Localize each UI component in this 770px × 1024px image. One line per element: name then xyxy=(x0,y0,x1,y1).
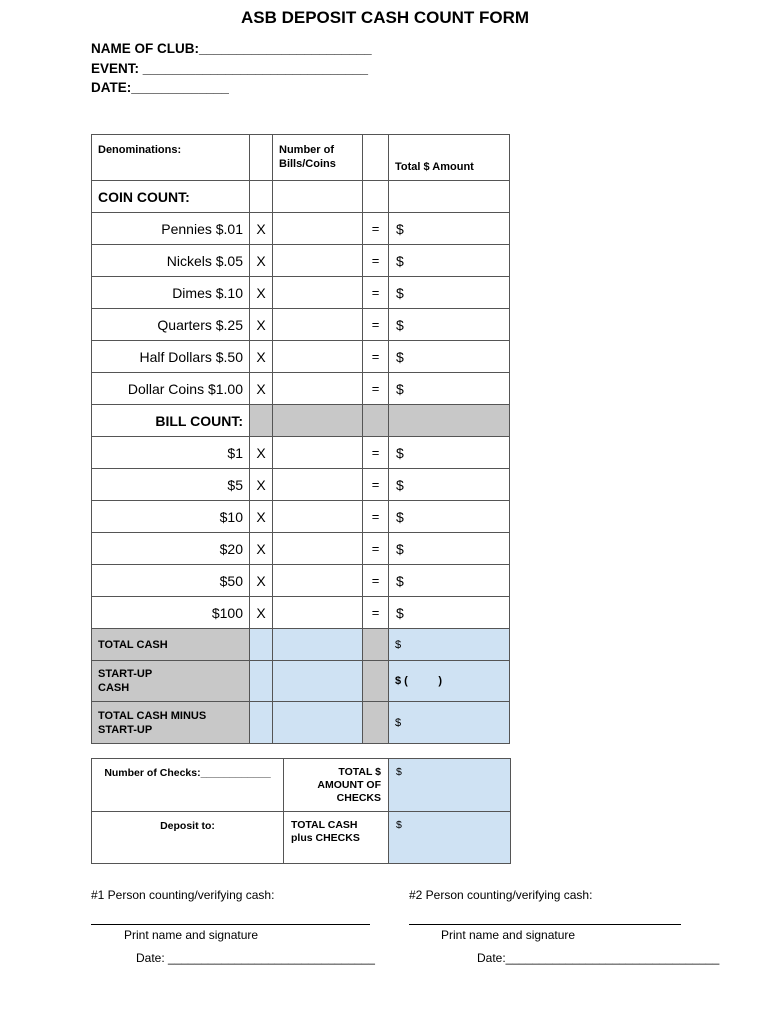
coin-count-cell[interactable] xyxy=(273,245,363,277)
bill-row xyxy=(92,565,510,597)
total-amount-checks-label: TOTAL $ AMOUNT OF CHECKS xyxy=(284,759,389,812)
coin-denomination-label: Nickels $.05 xyxy=(92,245,250,277)
total-minus-startup-count-cell[interactable] xyxy=(273,702,363,744)
bill-denomination-label: $50 xyxy=(92,565,250,597)
coin-count-cell[interactable] xyxy=(273,341,363,373)
multiply-sign: X xyxy=(250,469,273,501)
bill-denomination-label: $100 xyxy=(92,597,250,629)
number-of-checks-field[interactable]: Number of Checks:____________ xyxy=(92,759,284,812)
bill-row xyxy=(92,501,510,533)
person2-label: #2 Person counting/verifying cash: xyxy=(409,888,593,902)
bill-denomination-label: $5 xyxy=(92,469,250,501)
total-minus-startup-label: TOTAL CASH MINUS START-UP xyxy=(92,702,250,744)
coin-row xyxy=(92,245,510,277)
equals-sign: = xyxy=(363,213,389,245)
bill-count-heading: BILL COUNT: xyxy=(92,405,250,437)
equals-sign: = xyxy=(363,309,389,341)
bill-count-cell[interactable] xyxy=(273,533,363,565)
header-denominations: Denominations: xyxy=(92,135,250,181)
equals-sign: = xyxy=(363,245,389,277)
coin-amount-cell[interactable]: $ xyxy=(389,213,510,245)
coin-row xyxy=(92,277,510,309)
person1-print-name-label: Print name and signature xyxy=(124,928,259,942)
coin-denomination-label: Quarters $.25 xyxy=(92,309,250,341)
event-field[interactable]: EVENT: ______________________________ xyxy=(91,61,369,76)
coin-row xyxy=(92,213,510,245)
bill-amount-cell[interactable]: $ xyxy=(389,565,510,597)
multiply-sign: X xyxy=(250,597,273,629)
person1-date-field[interactable]: Date: _______________________________ xyxy=(136,951,375,965)
coin-denomination-label: Dimes $.10 xyxy=(92,277,250,309)
bill-denomination-label: $20 xyxy=(92,533,250,565)
club-name-field[interactable]: NAME OF CLUB:_______________________ xyxy=(91,41,372,56)
coin-denomination-label: Dollar Coins $1.00 xyxy=(92,373,250,405)
total-cash-plus-checks-value[interactable]: $ xyxy=(389,812,511,864)
person1-label: #1 Person counting/verifying cash: xyxy=(91,888,275,902)
bill-count-cell[interactable] xyxy=(273,565,363,597)
coin-amount-cell[interactable]: $ xyxy=(389,245,510,277)
form-title: ASB DEPOSIT CASH COUNT FORM xyxy=(240,8,530,27)
person2-date-field[interactable]: Date:________________________________ xyxy=(477,951,720,965)
equals-sign: = xyxy=(363,469,389,501)
coin-amount-cell[interactable]: $ xyxy=(389,277,510,309)
startup-cash-label: START-UP CASH xyxy=(92,661,250,702)
equals-sign: = xyxy=(363,437,389,469)
header-number-of-bills-coins: Number of Bills/Coins xyxy=(273,135,363,181)
total-amount-checks-value[interactable]: $ xyxy=(389,759,511,812)
bill-denomination-label: $1 xyxy=(92,437,250,469)
bill-row xyxy=(92,597,510,629)
multiply-sign: X xyxy=(250,437,273,469)
bill-count-cell[interactable] xyxy=(273,597,363,629)
bill-amount-cell[interactable]: $ xyxy=(389,533,510,565)
equals-sign: = xyxy=(363,373,389,405)
multiply-sign: X xyxy=(250,245,273,277)
header-total-amount: Total $ Amount xyxy=(389,135,510,181)
checks-table xyxy=(91,758,511,864)
cash-count-table xyxy=(91,134,510,744)
total-minus-startup-amount[interactable]: $ xyxy=(389,702,510,744)
person1-signature-line[interactable] xyxy=(91,924,370,925)
coin-denomination-label: Pennies $.01 xyxy=(92,213,250,245)
total-cash-label: TOTAL CASH xyxy=(92,629,250,661)
bill-count-cell[interactable] xyxy=(273,469,363,501)
total-cash-plus-checks-label: TOTAL CASH plus CHECKS xyxy=(284,812,389,864)
bill-count-cell[interactable] xyxy=(273,437,363,469)
coin-row xyxy=(92,309,510,341)
bill-amount-cell[interactable]: $ xyxy=(389,501,510,533)
coin-amount-cell[interactable]: $ xyxy=(389,373,510,405)
coin-count-cell[interactable] xyxy=(273,309,363,341)
multiply-sign: X xyxy=(250,309,273,341)
coin-row xyxy=(92,341,510,373)
equals-sign: = xyxy=(363,277,389,309)
date-field[interactable]: DATE:_____________ xyxy=(91,80,229,95)
total-cash-amount[interactable]: $ xyxy=(389,629,510,661)
startup-cash-amount[interactable]: $ ( ) xyxy=(389,661,510,702)
bill-row xyxy=(92,533,510,565)
coin-count-cell[interactable] xyxy=(273,213,363,245)
equals-sign: = xyxy=(363,597,389,629)
deposit-to-field[interactable]: Deposit to: xyxy=(92,812,284,864)
bill-row xyxy=(92,437,510,469)
multiply-sign: X xyxy=(250,565,273,597)
person2-print-name-label: Print name and signature xyxy=(441,928,576,942)
bill-amount-cell[interactable]: $ xyxy=(389,469,510,501)
equals-sign: = xyxy=(363,501,389,533)
bill-denomination-label: $10 xyxy=(92,501,250,533)
equals-sign: = xyxy=(363,533,389,565)
multiply-sign: X xyxy=(250,533,273,565)
multiply-sign: X xyxy=(250,277,273,309)
bill-amount-cell[interactable]: $ xyxy=(389,597,510,629)
multiply-sign: X xyxy=(250,373,273,405)
coin-denomination-label: Half Dollars $.50 xyxy=(92,341,250,373)
bill-count-cell[interactable] xyxy=(273,501,363,533)
total-cash-count-cell[interactable] xyxy=(273,629,363,661)
bill-amount-cell[interactable]: $ xyxy=(389,437,510,469)
equals-sign: = xyxy=(363,565,389,597)
coin-row xyxy=(92,373,510,405)
multiply-sign: X xyxy=(250,501,273,533)
coin-count-heading: COIN COUNT: xyxy=(92,181,250,213)
equals-sign: = xyxy=(363,341,389,373)
coin-count-cell[interactable] xyxy=(273,373,363,405)
multiply-sign: X xyxy=(250,341,273,373)
bill-row xyxy=(92,469,510,501)
startup-cash-count-cell[interactable] xyxy=(273,661,363,702)
coin-count-cell[interactable] xyxy=(273,277,363,309)
multiply-sign: X xyxy=(250,213,273,245)
coin-amount-cell[interactable]: $ xyxy=(389,309,510,341)
person2-signature-line[interactable] xyxy=(409,924,681,925)
coin-amount-cell[interactable]: $ xyxy=(389,341,510,373)
